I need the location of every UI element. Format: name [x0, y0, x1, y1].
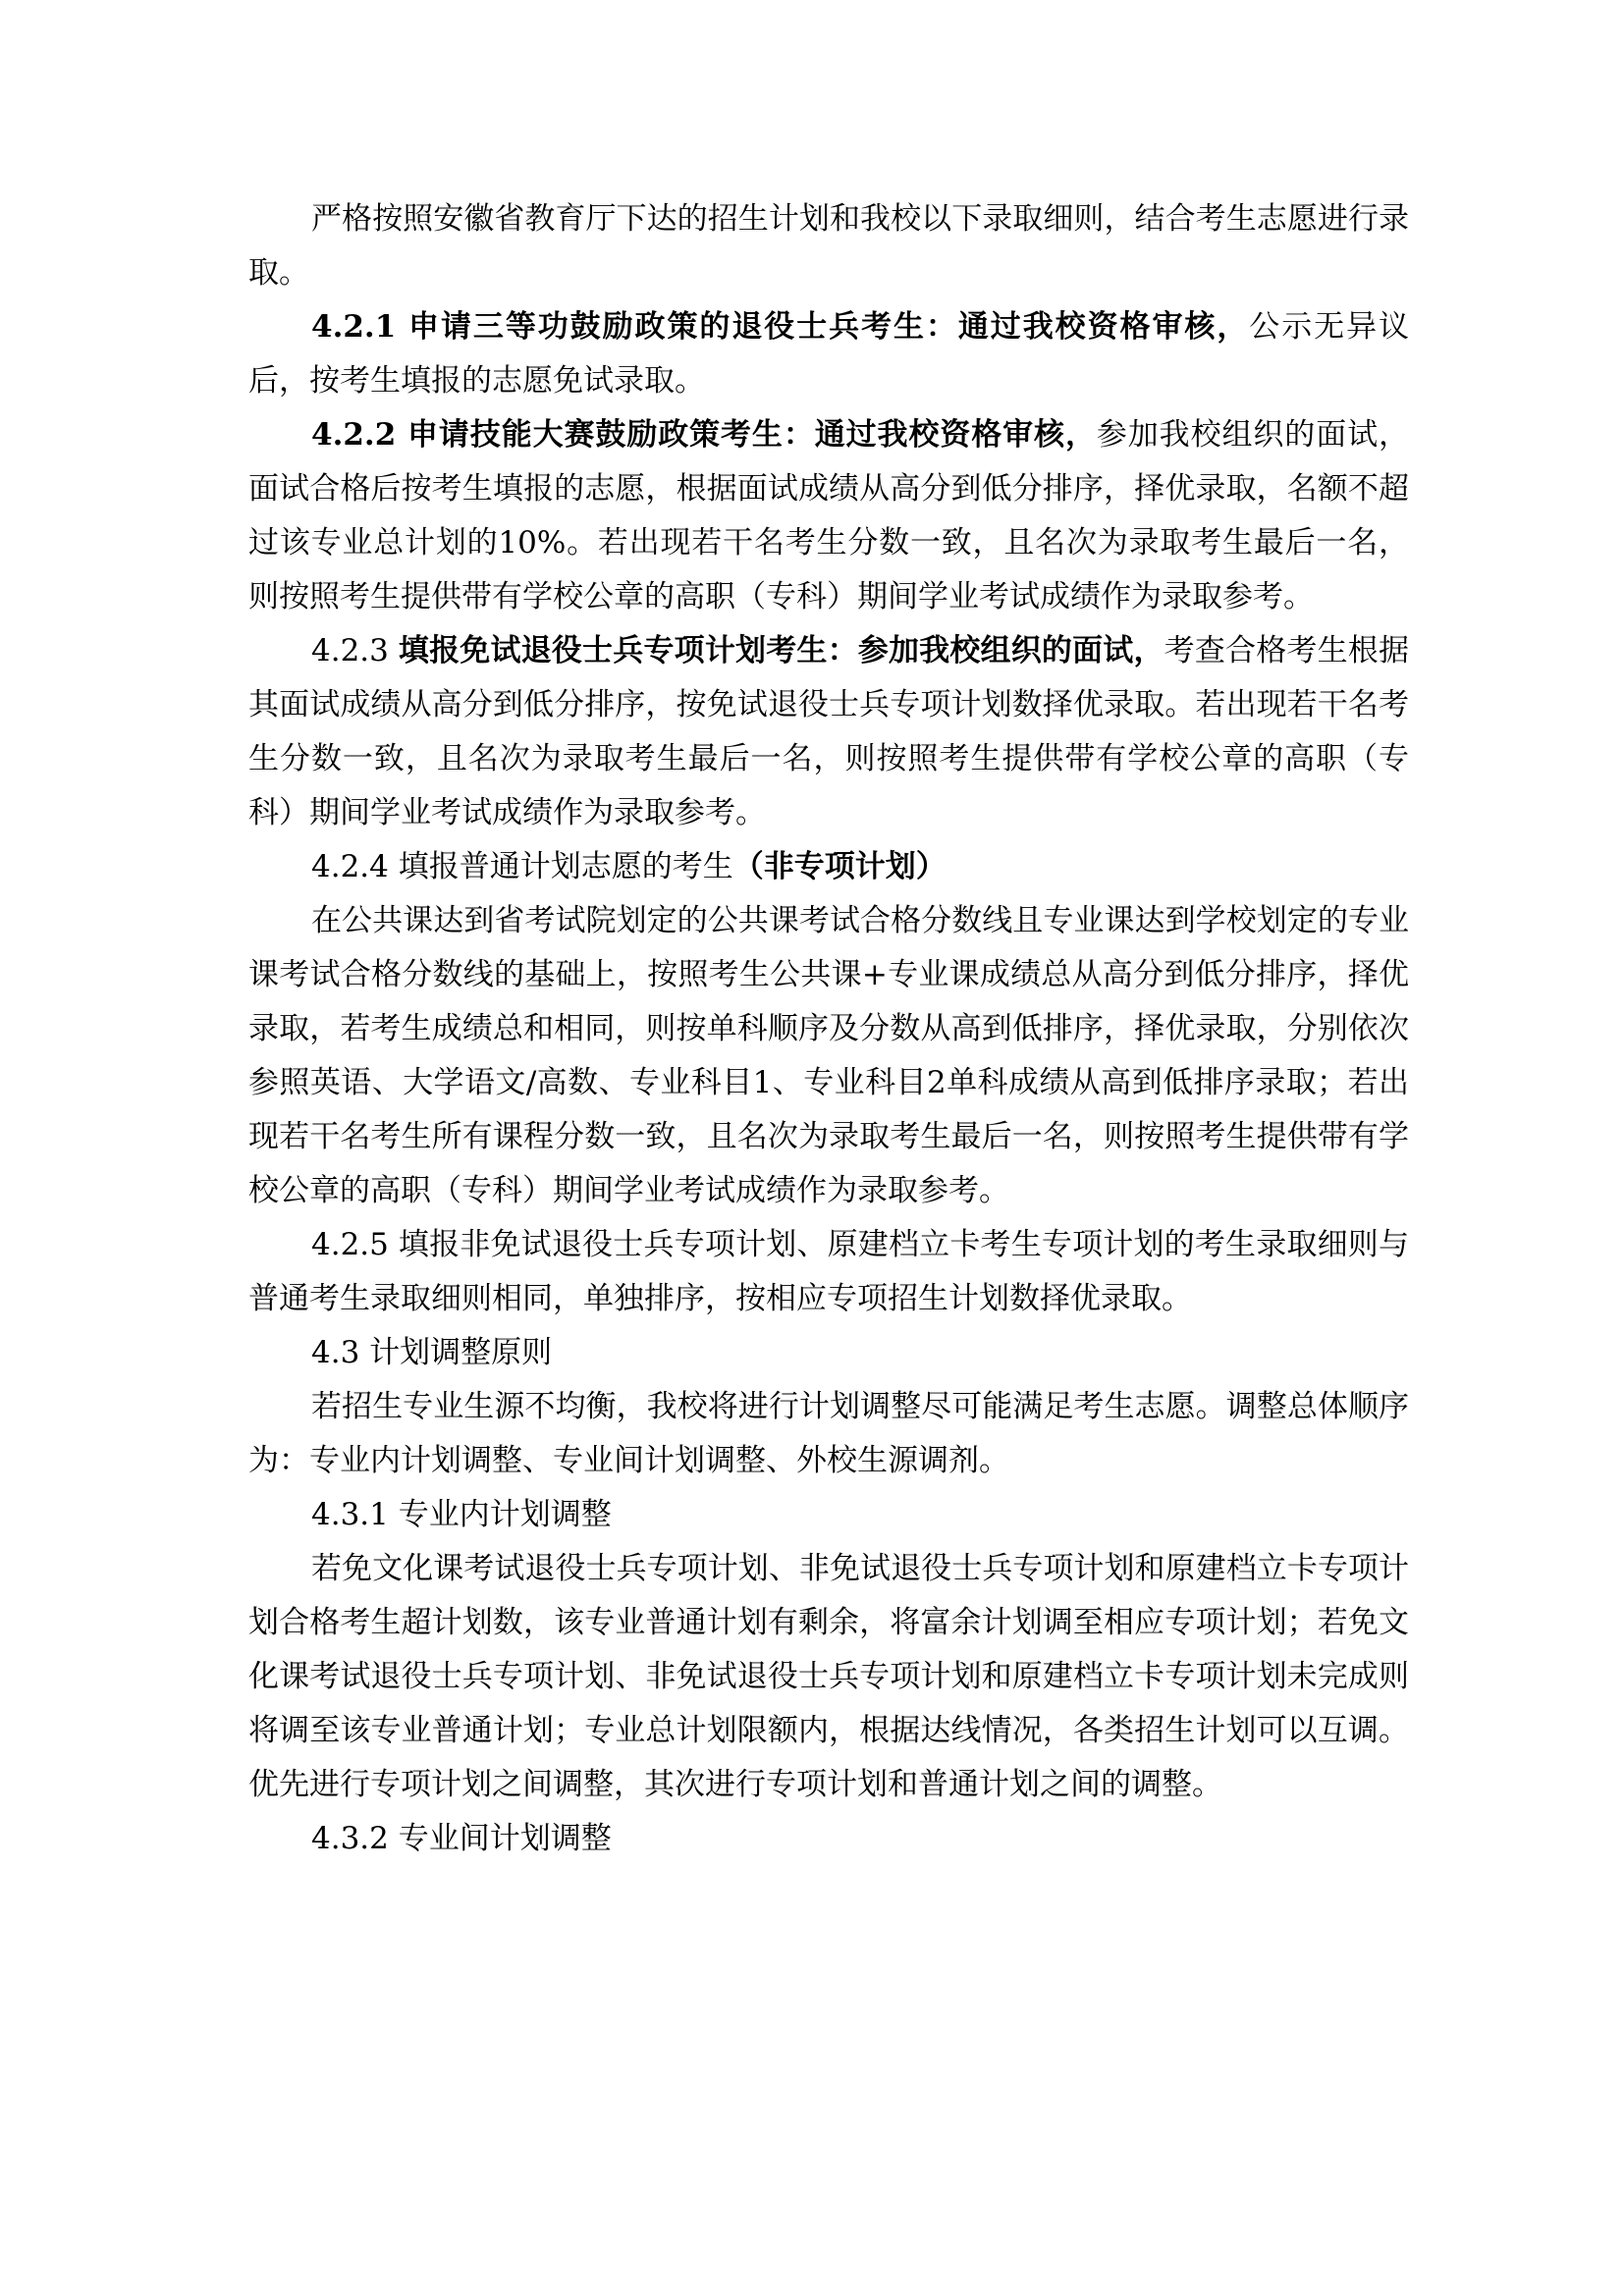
paragraph-text: 若招生专业生源不均衡，我校将进行计划调整尽可能满足考生志愿。调整总体顺序为：专业内计划调整、专业间计划调整、外校生源调剂。	[248, 1389, 1409, 1478]
document-page	[248, 192, 1409, 1866]
paragraph-text: 4.2.5 填报非免试退役士兵专项计划、原建档立卡考生专项计划的考生录取细则与普通考生录取细则相同，单独排序，按相应专项招生计划数择优录取。	[248, 1227, 1409, 1316]
heading-text: 4.3.2 专业间计划调整	[311, 1821, 612, 1856]
paragraph-4-2-3	[248, 624, 1409, 840]
section-heading-4-3-2	[248, 1812, 1409, 1866]
paragraph-text: 若免文化课考试退役士兵专项计划、非免试退役士兵专项计划和原建档立卡专项计划合格考生超计划数，该专业普通计划有剩余，将富余计划调至相应专项计划；若免文化课考试退役士兵专项计划、非免试退役士兵专项计划和原建档立卡专项计划未完成则将调至该专业普通计划；专业总计划限额内，根据达线情况，各类招生计划可以互调。优先进行专项计划之间调整，其次进行专项计划和普通计划之间的调整。	[248, 1551, 1409, 1802]
heading-text: 4.3 计划调整原则	[311, 1335, 553, 1370]
paragraph-plan-adjustment-intro	[248, 1380, 1409, 1488]
paragraph-4-2-5	[248, 1218, 1409, 1326]
section-heading-4-2-1: 4.2.1 申请三等功鼓励政策的退役士兵考生：通过我校资格审核，	[311, 309, 1250, 345]
paragraph-within-major-adjustment	[248, 1542, 1409, 1812]
section-heading-4-3	[248, 1326, 1409, 1380]
paragraph-text: 考查合格考生根据其面试成绩从高分到低分排序，按免试退役士兵专项计划数择优录取。若出现若干名考生分数一致，且名次为录取考生最后一名，则按照考生提供带有学校公章的高职（专科）期间学业考试成绩作为录取参考。	[248, 633, 1410, 830]
heading-text: 4.3.1 专业内计划调整	[311, 1497, 612, 1532]
paragraph-general-plan-rules	[248, 894, 1409, 1218]
paragraph-4-2-1	[248, 300, 1409, 408]
paragraph-4-2-2	[248, 408, 1409, 624]
section-number-4-2-3: 4.2.3	[311, 633, 399, 668]
paragraph-text: 在公共课达到省考试院划定的公共课考试合格分数线且专业课达到学校划定的专业课考试合格分数线的基础上，按照考生公共课+专业课成绩总从高分到低分排序，择优录取，若考生成绩总和相同，则按单科顺序及分数从高到低排序，择优录取，分别依次参照英语、大学语文/高数、专业科目1、专业科目2单科成绩从高到低排序录取；若出现若干名考生所有课程分数一致，且名次为录取考生最后一名，则按照考生提供带有学校公章的高职（专科）期间学业考试成绩作为录取参考。	[248, 903, 1409, 1208]
section-heading-4-2-4-note: （非专项计划）	[732, 849, 947, 884]
paragraph-text: 严格按照安徽省教育厅下达的招生计划和我校以下录取细则，结合考生志愿进行录取。	[248, 201, 1409, 291]
section-heading-4-3-1	[248, 1488, 1409, 1542]
paragraph-text: 参加我校组织的面试，面试合格后按考生填报的志愿，根据面试成绩从高分到低分排序，择优录取，名额不超过该专业总计划的10%。若出现若干名考生分数一致，且名次为录取考生最后一名，则按照考生提供带有学校公章的高职（专科）期间学业考试成绩作为录取参考。	[248, 417, 1410, 614]
paragraph-4-2-4	[248, 840, 1409, 894]
section-heading-4-2-2: 4.2.2 申请技能大赛鼓励政策考生：通过我校资格审核，	[311, 417, 1097, 453]
section-heading-4-2-4: 4.2.4 填报普通计划志愿的考生	[311, 849, 733, 884]
section-heading-4-2-3: 填报免试退役士兵专项计划考生：参加我校组织的面试，	[398, 633, 1164, 668]
paragraph-text: 公示无异议后，按考生填报的志愿免试录取。	[248, 309, 1409, 399]
paragraph-admission-intro	[248, 192, 1409, 300]
